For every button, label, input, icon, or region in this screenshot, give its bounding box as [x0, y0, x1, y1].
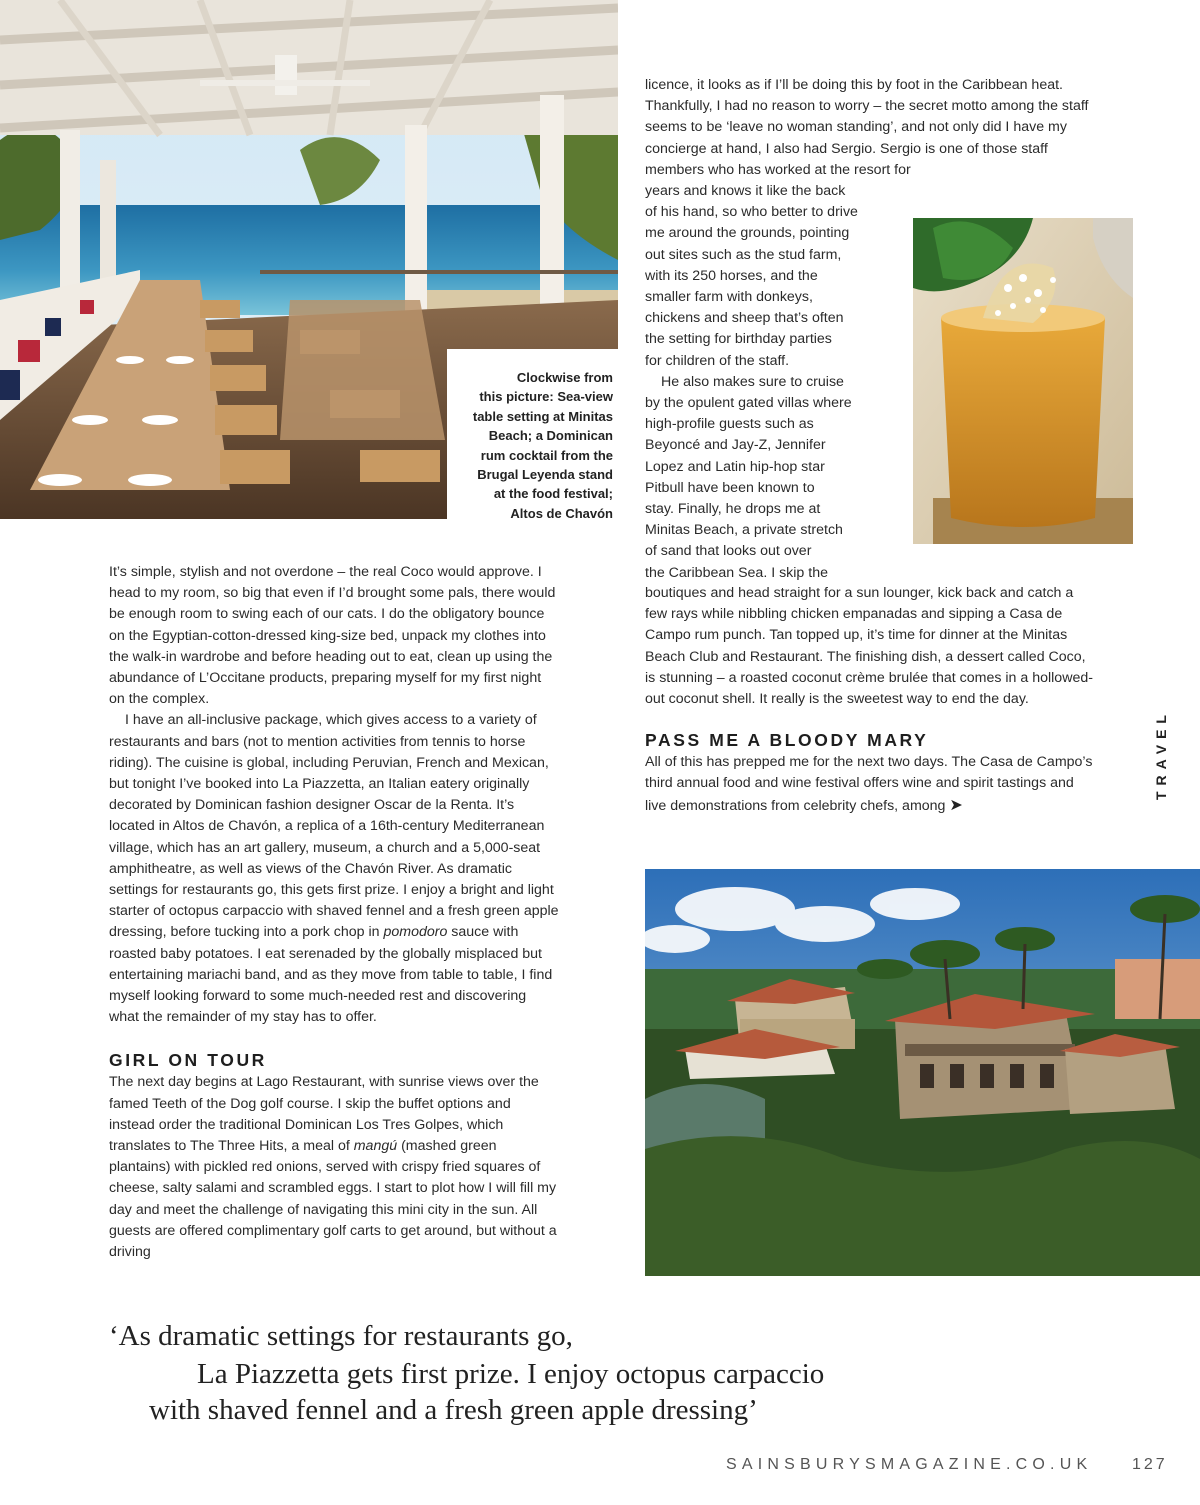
caption-line: this picture: Sea-view: [479, 389, 613, 405]
continue-arrow-icon: ➤: [949, 796, 963, 814]
section-tag-travel: TRAVEL: [1153, 709, 1169, 800]
text-line: of sand that looks out over: [645, 543, 812, 560]
photo-altos-de-chavon: [645, 869, 1200, 1276]
paragraph: It’s simple, stylish and not overdone – the real Coco would approve. I head to my room, so big that even if I’d brought some pals, there would be enough room to swing each of our cats. I do the obligatory bounce on the Egyptian-cotton-dressed king-size bed, unpack my clothes into the walk-in wardrobe and before heading out to eat, clean up using the abundance of L’Occitane products, preparing myself for my first night on the complex.: [109, 564, 556, 708]
left-column: [109, 562, 559, 1263]
text-line: He also makes sure to cruise: [661, 373, 844, 390]
text-line: with its 250 horses, and the: [645, 267, 818, 284]
text-line: the Caribbean Sea. I skip the: [645, 564, 828, 581]
text-line: Lopez and Latin hip-hop star: [645, 458, 825, 475]
text-line: for children of the staff.: [645, 352, 790, 369]
caption-line: Clockwise from: [516, 370, 613, 385]
pull-quote-line-2: La Piazzetta gets first prize. I enjoy octopus carpaccio: [197, 1358, 825, 1390]
paragraph-text: I have an all-inclusive package, which gives access to a variety of restaurants and bars (not to mention activities from tennis to horse riding). The cuisine is global, including Peruvian, French and Mexican, but tonight I’ve booked into La Piazzetta, an Italian eatery originally decorated by Dominican fashion designer Oscar de la Renta. It’s located in Altos de Chavón, a replica of a 16th-century Mediterranean village, which has an art gallery, museum, a church and a 5,000-seat amphitheatre, as well as views of the Chavón River. As dramatic settings for restaurants go, this gets first prize. I enjoy a bright and light starter of octopus carpaccio with shaved fennel and a fresh green apple dressing, before tucking into a pork chop in: [109, 712, 559, 941]
text-line: Pitbull have been known to: [645, 479, 815, 496]
pull-quote-line-3: with shaved fennel and a fresh green apple dressing’: [149, 1394, 758, 1426]
footer-site-url[interactable]: SAINSBURYSMAGAZINE.CO.UK: [726, 1456, 1093, 1473]
paragraph: licence, it looks as if I’ll be doing this by foot in the Caribbean heat. Thankfully, I had no reason to worry – the secret motto among the staff seems to be ‘leave no woman standing’, and not only did I have my concierge at hand, I also had Sergio. Sergio is one of those staff members who has worked at the resort for: [645, 77, 1089, 178]
text-line: me around the grounds, pointing: [645, 225, 850, 242]
paragraph-text: (mashed green plantains) with pickled red onions, served with crispy fried squares of cheese, salty salami and scrambled eggs. I start to plot how I will fill my day and meet the challenge of navigating this mini city in the sun. All guests are offered complimentary golf carts to get around, but without a driving: [109, 1138, 557, 1261]
right-column-narrow: [645, 181, 907, 584]
paragraph-text: All of this has prepped me for the next two days. The Casa de Campo’s third annual food and wine festival offers wine and spirit tastings and live demonstrations from celebrity chefs, among: [645, 754, 1093, 814]
caption-line: at the food festival;: [493, 486, 613, 502]
paragraph: [645, 752, 1097, 817]
cocktail-illustration: [913, 218, 1133, 544]
paragraph-text: The next day begins at Lago Restaurant, with sunrise views over the famed Teeth of the Dog golf course. I skip the buffet options and instead order the traditional Dominican Los Tres Golpes, which translates to The Three Hits, a meal of: [109, 1074, 539, 1155]
paragraph: [109, 1072, 559, 1263]
paragraph-text: sauce with roasted baby potatoes. I eat serenaded by the globally misplaced but entertaining mariachi band, and as they move from table to table, I find myself looking forward to some much-needed rest and discovering what the remainder of my stay has to offer.: [109, 924, 553, 1026]
right-column-top: [645, 75, 1097, 181]
italic-term: mangú: [353, 1138, 398, 1155]
text-line: high-profile guests such as: [645, 416, 814, 433]
photo-caption: [449, 368, 613, 523]
caption-line: Altos de Chavón: [510, 505, 613, 521]
pull-quote-line-1: ‘As dramatic settings for restaurants go,: [109, 1320, 573, 1352]
right-column-bottom: [645, 583, 1097, 817]
text-line: of his hand, so who better to drive: [645, 204, 858, 221]
village-illustration: [645, 869, 1200, 1276]
caption-line: Brugal Leyenda stand: [477, 467, 613, 483]
text-line: out sites such as the stud farm,: [645, 246, 842, 263]
paragraph: boutiques and head straight for a sun lounger, kick back and catch a few rays while nibbling chicken empanadas and sipping a Casa de Campo rum punch. Tan topped up, it’s time for dinner at the Minitas Beach Club and Restaurant. The finishing dish, a dessert called Coco, is stunning – a roasted coconut crème brulée that comes in a hollowed-out coconut shell. It really is the sweetest way to end the day.: [645, 585, 1093, 708]
page-number: 127: [1132, 1456, 1168, 1473]
section-heading: GIRL ON TOUR: [109, 1050, 267, 1071]
text-line: Minitas Beach, a private stretch: [645, 522, 843, 539]
text-line: chickens and sheep that’s often: [645, 310, 844, 327]
caption-line: table setting at Minitas: [472, 408, 613, 424]
text-line: years and knows it like the back: [645, 183, 846, 199]
photo-rum-cocktail: [913, 218, 1133, 544]
caption-line: rum cocktail from the: [480, 447, 613, 463]
italic-term: pomodoro: [383, 924, 448, 941]
section-heading: PASS ME A BLOODY MARY: [645, 730, 929, 751]
text-line: by the opulent gated villas where: [645, 395, 852, 412]
text-line: Beyoncé and Jay-Z, Jennifer: [645, 437, 826, 454]
paragraph: [109, 710, 559, 1028]
text-line: the setting for birthday parties: [645, 331, 832, 348]
text-line: stay. Finally, he drops me at: [645, 501, 821, 518]
caption-line: Beach; a Dominican: [488, 428, 613, 444]
text-line: smaller farm with donkeys,: [645, 289, 813, 306]
